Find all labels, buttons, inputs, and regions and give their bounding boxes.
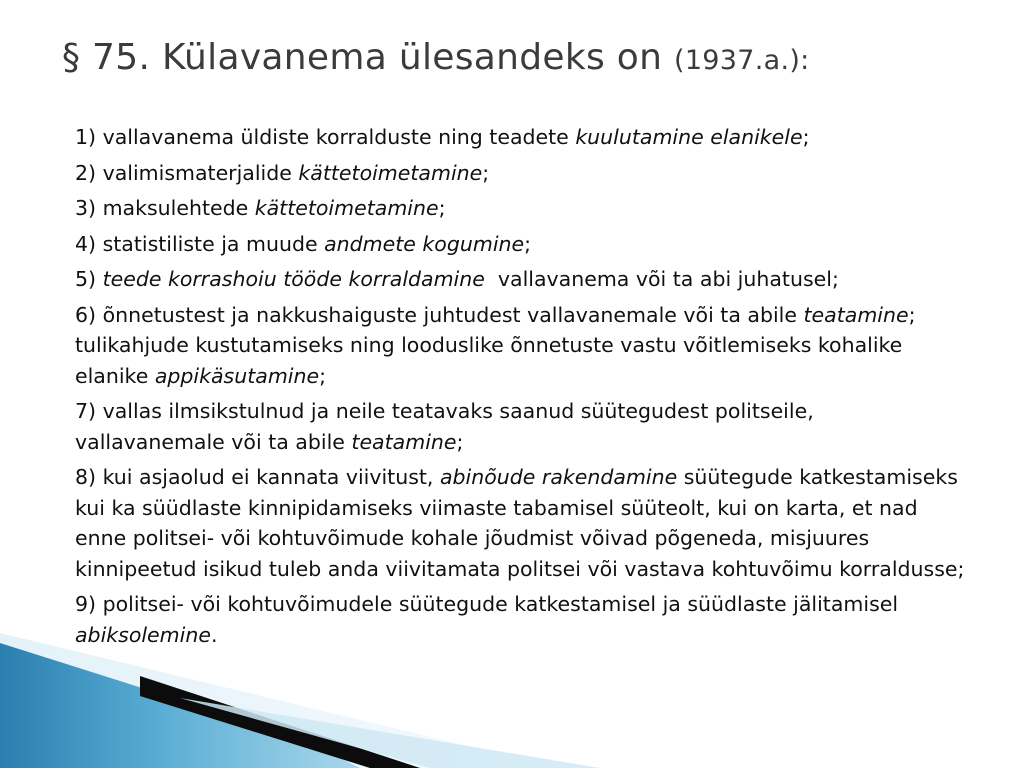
list-item: [75, 264, 965, 295]
list-item: [75, 193, 965, 224]
item-text: valimismaterjalide: [102, 160, 299, 185]
item-text: kui asjaolud ei kannata viivitust,: [102, 465, 440, 489]
item-emphasis: kuulutamine elanikele: [575, 125, 803, 149]
list-item: [75, 300, 965, 392]
item-number: 4): [75, 231, 103, 256]
list-item: [75, 229, 965, 260]
item-number: 2): [75, 160, 103, 185]
item-text-end: vallavanema või ta abi juhatusel;: [484, 267, 839, 291]
item-text-end: süütegude katkestamiseks kui ka süüdlaste kinnipidamiseks viimaste tabamisel süüteolt, kui on karta, et nad enne politsei- või kohtuvõimude kohale jõudmist võivad põgeneda, misjuures kinnipeetud isikud tuleb anda viivitamata politsei või vastava kohtuvõimu korraldusse;: [75, 465, 965, 581]
item-number: 1): [75, 125, 103, 149]
item-text: statistiliste ja muude: [102, 231, 325, 256]
list-item: [75, 589, 965, 650]
item-emphasis: kättetoimetamine: [254, 196, 439, 220]
list-item: [75, 396, 965, 457]
title-year: (1937.a.):: [673, 45, 810, 76]
item-text-end: ;: [802, 125, 810, 149]
list-item: [75, 122, 965, 153]
item-text: vallavanema üldiste korralduste ning teadete: [102, 125, 576, 149]
list-item: [75, 158, 965, 189]
item-number: 5): [75, 267, 103, 291]
item-text-middle: ; tulikahjude kustutamiseks ning looduslike õnnetuste vastu võitlemiseks kohalike elanike: [75, 302, 916, 388]
item-number: 9): [75, 592, 103, 616]
item-emphasis: teatamine: [803, 302, 909, 327]
item-emphasis-second: appikäsutamine: [154, 363, 320, 388]
item-emphasis: teatamine: [351, 429, 457, 454]
item-emphasis: abinõude rakendamine: [439, 465, 678, 489]
slide-title: [62, 34, 1002, 85]
task-list: [75, 122, 965, 655]
item-text-end: ;: [524, 231, 532, 256]
item-number: 6): [75, 302, 103, 327]
item-number: 3): [75, 196, 103, 220]
item-text: õnnetustest ja nakkushaiguste juhtudest vallavanemale või ta abile: [102, 302, 804, 327]
item-text: vallas ilmsikstulnud ja neile teatavaks saanud süütegudest politseile, vallavanemale või ta abile: [75, 399, 814, 454]
item-emphasis: teede korrashoiu tööde korraldamine: [102, 267, 485, 291]
item-text-end: ;: [438, 196, 446, 220]
title-main: § 75. Külavanema ülesandeks on: [62, 37, 663, 78]
item-emphasis: kättetoimetamine: [298, 160, 483, 185]
item-text: politsei- või kohtuvõimudele süütegude katkestamisel ja süüdlaste jälitamisel: [102, 592, 899, 616]
item-emphasis: andmete kogumine: [324, 231, 525, 256]
item-text-end: ;: [482, 160, 490, 185]
item-text: maksulehtede: [102, 196, 255, 220]
item-text-end: ;: [319, 363, 327, 388]
item-text-end: .: [210, 622, 218, 647]
item-emphasis: abiksolemine: [75, 622, 211, 647]
item-number: 7): [75, 399, 103, 423]
list-item: [75, 462, 965, 584]
item-text-end: ;: [456, 429, 464, 454]
item-number: 8): [75, 465, 103, 489]
